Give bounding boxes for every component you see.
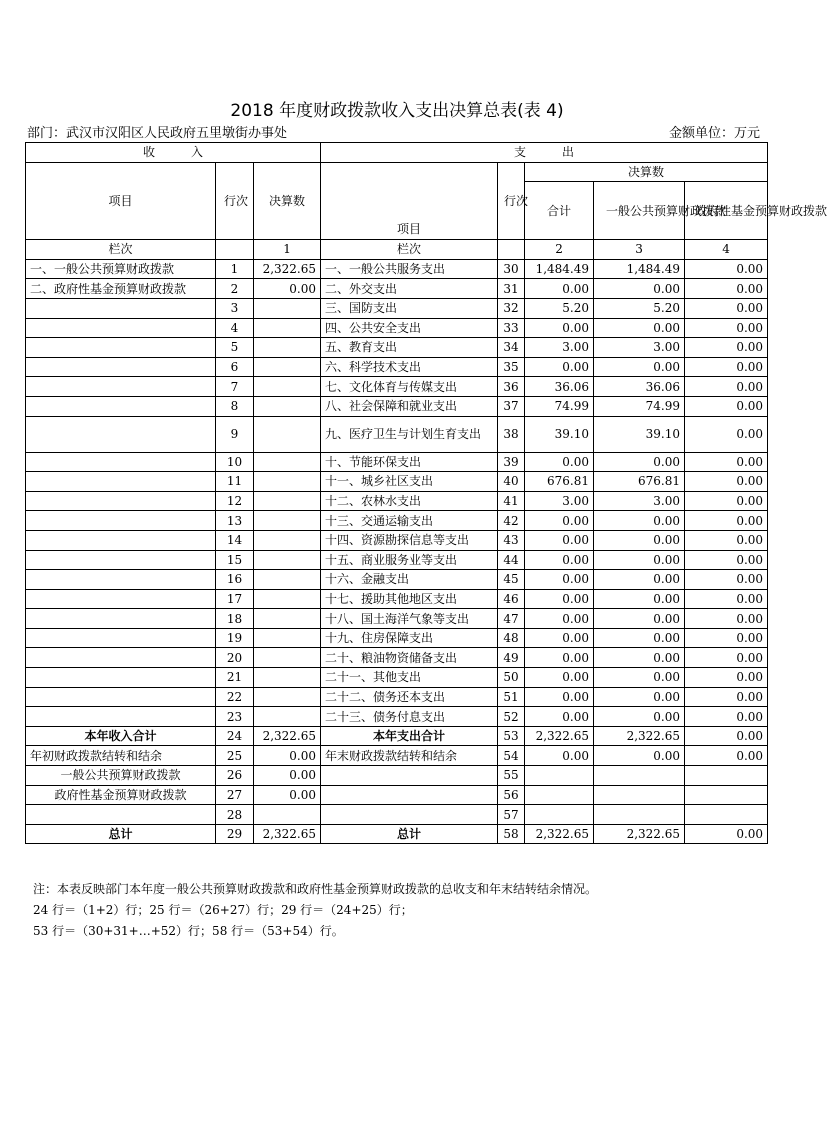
expense-item: 年末财政拨款结转和结余 bbox=[321, 746, 498, 766]
income-row-no: 10 bbox=[216, 452, 254, 472]
expense-row-no: 38 bbox=[498, 416, 525, 452]
general-budget-amount: 2,322.65 bbox=[594, 824, 685, 844]
expense-item: 二十一、其他支出 bbox=[321, 668, 498, 688]
general-budget-amount bbox=[594, 805, 685, 825]
table-row bbox=[26, 377, 768, 397]
expense-item: 十八、国土海洋气象等支出 bbox=[321, 609, 498, 629]
total-amount: 0.00 bbox=[525, 318, 594, 338]
general-budget-amount: 5.20 bbox=[594, 298, 685, 318]
expense-row-no-header: 行次 bbox=[498, 162, 525, 240]
income-item bbox=[26, 318, 216, 338]
income-row-no: 14 bbox=[216, 530, 254, 550]
expense-row-no: 49 bbox=[498, 648, 525, 668]
income-row-no: 8 bbox=[216, 396, 254, 416]
gov-fund-amount bbox=[685, 805, 768, 825]
table-row bbox=[26, 511, 768, 531]
general-budget-amount bbox=[594, 766, 685, 786]
table-row bbox=[26, 785, 768, 805]
total-amount: 2,322.65 bbox=[525, 726, 594, 746]
income-column-label: 栏次 bbox=[26, 240, 216, 260]
income-item: 政府性基金预算财政拨款 bbox=[26, 785, 216, 805]
table-row bbox=[26, 396, 768, 416]
col4-number: 4 bbox=[685, 240, 768, 260]
income-row-no: 4 bbox=[216, 318, 254, 338]
income-amount bbox=[254, 687, 321, 707]
table-row bbox=[26, 687, 768, 707]
table-row bbox=[26, 805, 768, 825]
gov-fund-amount: 0.00 bbox=[685, 648, 768, 668]
income-amount bbox=[254, 609, 321, 629]
table-row bbox=[26, 766, 768, 786]
income-row-no: 20 bbox=[216, 648, 254, 668]
income-amount bbox=[254, 472, 321, 492]
income-row-no: 19 bbox=[216, 628, 254, 648]
total-amount: 0.00 bbox=[525, 357, 594, 377]
general-budget-amount: 0.00 bbox=[594, 550, 685, 570]
expense-item: 十、节能环保支出 bbox=[321, 452, 498, 472]
income-item bbox=[26, 668, 216, 688]
expense-row-no: 32 bbox=[498, 298, 525, 318]
gov-fund-amount: 0.00 bbox=[685, 491, 768, 511]
total-amount: 0.00 bbox=[525, 648, 594, 668]
income-item bbox=[26, 707, 216, 727]
expense-item: 十二、农林水支出 bbox=[321, 491, 498, 511]
total-header: 合计 bbox=[525, 182, 594, 240]
expense-item bbox=[321, 766, 498, 786]
total-amount bbox=[525, 766, 594, 786]
expense-row-no: 31 bbox=[498, 279, 525, 299]
expense-row-no: 48 bbox=[498, 628, 525, 648]
income-row-no: 17 bbox=[216, 589, 254, 609]
total-amount: 0.00 bbox=[525, 452, 594, 472]
gov-fund-amount: 0.00 bbox=[685, 530, 768, 550]
table-row bbox=[26, 648, 768, 668]
income-row-no: 15 bbox=[216, 550, 254, 570]
income-row-no: 29 bbox=[216, 824, 254, 844]
income-amount bbox=[254, 357, 321, 377]
general-budget-header: 一般公共预算财政拨款 bbox=[594, 182, 685, 240]
income-row-no: 6 bbox=[216, 357, 254, 377]
total-amount: 0.00 bbox=[525, 511, 594, 531]
income-row-no: 9 bbox=[216, 416, 254, 452]
income-row-no: 21 bbox=[216, 668, 254, 688]
table-row bbox=[26, 279, 768, 299]
income-item bbox=[26, 472, 216, 492]
income-amount bbox=[254, 511, 321, 531]
income-section-header: 收 入 bbox=[26, 143, 321, 163]
total-amount: 0.00 bbox=[525, 589, 594, 609]
page-title: 2018 年度财政拨款收入支出决算总表(表 4) bbox=[230, 101, 564, 121]
expense-item: 四、公共安全支出 bbox=[321, 318, 498, 338]
income-row-no: 13 bbox=[216, 511, 254, 531]
col2-number: 2 bbox=[525, 240, 594, 260]
table-row bbox=[26, 338, 768, 358]
final-amount-group-header: 决算数 bbox=[525, 162, 768, 182]
income-row-no: 23 bbox=[216, 707, 254, 727]
gov-fund-amount: 0.00 bbox=[685, 511, 768, 531]
expense-row-no: 35 bbox=[498, 357, 525, 377]
table-row bbox=[26, 726, 768, 746]
col3-number: 3 bbox=[594, 240, 685, 260]
income-item: 年初财政拨款结转和结余 bbox=[26, 746, 216, 766]
general-budget-amount: 0.00 bbox=[594, 668, 685, 688]
expense-item: 十九、住房保障支出 bbox=[321, 628, 498, 648]
income-item: 二、政府性基金预算财政拨款 bbox=[26, 279, 216, 299]
income-item: 本年收入合计 bbox=[26, 726, 216, 746]
header-row-sections bbox=[26, 143, 768, 163]
expense-item: 九、医疗卫生与计划生育支出 bbox=[321, 416, 498, 452]
general-budget-amount: 0.00 bbox=[594, 609, 685, 629]
expense-item: 二十、粮油物资储备支出 bbox=[321, 648, 498, 668]
total-amount: 0.00 bbox=[525, 570, 594, 590]
income-item bbox=[26, 511, 216, 531]
expense-row-no: 51 bbox=[498, 687, 525, 707]
budget-table bbox=[25, 142, 827, 844]
expense-item: 二、外交支出 bbox=[321, 279, 498, 299]
income-amount bbox=[254, 589, 321, 609]
table-row bbox=[26, 824, 768, 844]
income-item bbox=[26, 648, 216, 668]
general-budget-amount: 74.99 bbox=[594, 396, 685, 416]
expense-row-no: 34 bbox=[498, 338, 525, 358]
general-budget-amount: 0.00 bbox=[594, 318, 685, 338]
income-amount: 2,322.65 bbox=[254, 259, 321, 279]
expense-column-label: 栏次 bbox=[321, 240, 498, 260]
unit-label: 金额单位：万元 bbox=[668, 126, 760, 141]
gov-fund-amount: 0.00 bbox=[685, 298, 768, 318]
gov-fund-amount: 0.00 bbox=[685, 824, 768, 844]
income-amount: 0.00 bbox=[254, 766, 321, 786]
blank-cell bbox=[498, 240, 525, 260]
gov-fund-amount: 0.00 bbox=[685, 746, 768, 766]
expense-row-no: 47 bbox=[498, 609, 525, 629]
income-row-no: 26 bbox=[216, 766, 254, 786]
table-row bbox=[26, 259, 768, 279]
income-amount bbox=[254, 491, 321, 511]
table-row bbox=[26, 589, 768, 609]
expense-row-no: 53 bbox=[498, 726, 525, 746]
income-amount bbox=[254, 318, 321, 338]
income-amount bbox=[254, 668, 321, 688]
expense-row-no: 33 bbox=[498, 318, 525, 338]
income-item bbox=[26, 396, 216, 416]
general-budget-amount: 0.00 bbox=[594, 648, 685, 668]
general-budget-amount: 0.00 bbox=[594, 707, 685, 727]
income-item bbox=[26, 805, 216, 825]
expense-row-no: 57 bbox=[498, 805, 525, 825]
total-amount: 3.00 bbox=[525, 338, 594, 358]
expense-row-no: 54 bbox=[498, 746, 525, 766]
gov-fund-header: 政府性基金预算财政拨款 bbox=[685, 182, 768, 240]
expense-section-header: 支 出 bbox=[321, 143, 768, 163]
income-row-no: 18 bbox=[216, 609, 254, 629]
gov-fund-amount: 0.00 bbox=[685, 550, 768, 570]
gov-fund-amount: 0.00 bbox=[685, 259, 768, 279]
gov-fund-amount: 0.00 bbox=[685, 472, 768, 492]
gov-fund-amount: 0.00 bbox=[685, 279, 768, 299]
income-amount: 0.00 bbox=[254, 279, 321, 299]
gov-fund-amount: 0.00 bbox=[685, 396, 768, 416]
general-budget-amount: 0.00 bbox=[594, 746, 685, 766]
income-amount: 2,322.65 bbox=[254, 726, 321, 746]
general-budget-amount: 3.00 bbox=[594, 491, 685, 511]
income-amount bbox=[254, 338, 321, 358]
gov-fund-amount: 0.00 bbox=[685, 377, 768, 397]
total-amount: 74.99 bbox=[525, 396, 594, 416]
expense-row-no: 37 bbox=[498, 396, 525, 416]
income-item bbox=[26, 589, 216, 609]
income-item: 总计 bbox=[26, 824, 216, 844]
total-amount bbox=[525, 785, 594, 805]
expense-item: 十六、金融支出 bbox=[321, 570, 498, 590]
expense-item: 六、科学技术支出 bbox=[321, 357, 498, 377]
income-amount bbox=[254, 377, 321, 397]
general-budget-amount: 1,484.49 bbox=[594, 259, 685, 279]
gov-fund-amount: 0.00 bbox=[685, 707, 768, 727]
gov-fund-amount: 0.00 bbox=[685, 628, 768, 648]
income-item-header: 项目 bbox=[26, 162, 216, 240]
gov-fund-amount: 0.00 bbox=[685, 687, 768, 707]
general-budget-amount: 0.00 bbox=[594, 628, 685, 648]
general-budget-amount: 0.00 bbox=[594, 687, 685, 707]
income-row-no: 24 bbox=[216, 726, 254, 746]
expense-row-no: 44 bbox=[498, 550, 525, 570]
total-amount: 1,484.49 bbox=[525, 259, 594, 279]
income-row-no: 5 bbox=[216, 338, 254, 358]
table-row bbox=[26, 452, 768, 472]
income-item bbox=[26, 628, 216, 648]
income-row-no: 2 bbox=[216, 279, 254, 299]
expense-item bbox=[321, 805, 498, 825]
expense-item bbox=[321, 785, 498, 805]
income-amount bbox=[254, 550, 321, 570]
expense-item: 二十二、债务还本支出 bbox=[321, 687, 498, 707]
total-amount: 0.00 bbox=[525, 550, 594, 570]
general-budget-amount: 2,322.65 bbox=[594, 726, 685, 746]
table-row bbox=[26, 298, 768, 318]
income-item: 一般公共预算财政拨款 bbox=[26, 766, 216, 786]
income-row-no: 22 bbox=[216, 687, 254, 707]
total-amount: 0.00 bbox=[525, 687, 594, 707]
expense-row-no: 46 bbox=[498, 589, 525, 609]
total-amount: 36.06 bbox=[525, 377, 594, 397]
gov-fund-amount: 0.00 bbox=[685, 357, 768, 377]
total-amount: 0.00 bbox=[525, 668, 594, 688]
income-item bbox=[26, 416, 216, 452]
note-line: 注：本表反映部门本年度一般公共预算财政拨款和政府性基金预算财政拨款的总收支和年末结转结余情况。 bbox=[33, 882, 598, 896]
income-row-no-header: 行次 bbox=[216, 162, 254, 240]
col1-number: 1 bbox=[254, 240, 321, 260]
general-budget-amount: 0.00 bbox=[594, 589, 685, 609]
gov-fund-amount bbox=[685, 785, 768, 805]
expense-row-no: 56 bbox=[498, 785, 525, 805]
total-amount bbox=[525, 805, 594, 825]
income-row-no: 3 bbox=[216, 298, 254, 318]
table-row bbox=[26, 416, 768, 452]
total-amount: 39.10 bbox=[525, 416, 594, 452]
income-amount bbox=[254, 570, 321, 590]
table-row bbox=[26, 530, 768, 550]
gov-fund-amount: 0.00 bbox=[685, 570, 768, 590]
income-row-no: 7 bbox=[216, 377, 254, 397]
note-line: 24 行＝（1+2）行；25 行＝（26+27）行；29 行＝（24+25）行； bbox=[33, 903, 413, 917]
notes bbox=[33, 879, 597, 942]
income-row-no: 25 bbox=[216, 746, 254, 766]
gov-fund-amount: 0.00 bbox=[685, 338, 768, 358]
table-row bbox=[26, 550, 768, 570]
total-amount: 0.00 bbox=[525, 530, 594, 550]
income-amount bbox=[254, 530, 321, 550]
expense-row-no: 55 bbox=[498, 766, 525, 786]
expense-row-no: 40 bbox=[498, 472, 525, 492]
income-item bbox=[26, 452, 216, 472]
expense-item: 十一、城乡社区支出 bbox=[321, 472, 498, 492]
total-amount: 5.20 bbox=[525, 298, 594, 318]
total-amount: 0.00 bbox=[525, 609, 594, 629]
table-row bbox=[26, 609, 768, 629]
expense-row-no: 52 bbox=[498, 707, 525, 727]
general-budget-amount: 0.00 bbox=[594, 279, 685, 299]
income-row-no: 12 bbox=[216, 491, 254, 511]
expense-row-no: 45 bbox=[498, 570, 525, 590]
gov-fund-amount: 0.00 bbox=[685, 726, 768, 746]
gov-fund-amount: 0.00 bbox=[685, 452, 768, 472]
general-budget-amount: 0.00 bbox=[594, 452, 685, 472]
income-item bbox=[26, 298, 216, 318]
expense-item: 七、文化体育与传媒支出 bbox=[321, 377, 498, 397]
general-budget-amount: 0.00 bbox=[594, 357, 685, 377]
income-row-no: 11 bbox=[216, 472, 254, 492]
income-amount: 2,322.65 bbox=[254, 824, 321, 844]
table-row bbox=[26, 628, 768, 648]
expense-item: 十五、商业服务业等支出 bbox=[321, 550, 498, 570]
expense-row-no: 50 bbox=[498, 668, 525, 688]
general-budget-amount: 0.00 bbox=[594, 530, 685, 550]
total-amount: 676.81 bbox=[525, 472, 594, 492]
expense-item-header: 项目 bbox=[321, 162, 498, 240]
total-amount: 3.00 bbox=[525, 491, 594, 511]
general-budget-amount: 3.00 bbox=[594, 338, 685, 358]
income-item bbox=[26, 338, 216, 358]
expense-item: 十七、援助其他地区支出 bbox=[321, 589, 498, 609]
income-amount bbox=[254, 648, 321, 668]
expense-row-no: 39 bbox=[498, 452, 525, 472]
expense-row-no: 42 bbox=[498, 511, 525, 531]
general-budget-amount bbox=[594, 785, 685, 805]
expense-row-no: 43 bbox=[498, 530, 525, 550]
total-amount: 2,322.65 bbox=[525, 824, 594, 844]
total-amount: 0.00 bbox=[525, 628, 594, 648]
department-label: 部门：武汉市汉阳区人民政府五里墩街办事处 bbox=[27, 126, 288, 141]
income-amount bbox=[254, 805, 321, 825]
general-budget-amount: 36.06 bbox=[594, 377, 685, 397]
income-item bbox=[26, 550, 216, 570]
expense-row-no: 36 bbox=[498, 377, 525, 397]
expense-item: 总计 bbox=[321, 824, 498, 844]
blank-cell bbox=[216, 240, 254, 260]
expense-item: 五、教育支出 bbox=[321, 338, 498, 358]
table-row bbox=[26, 746, 768, 766]
expense-item: 一、一般公共服务支出 bbox=[321, 259, 498, 279]
general-budget-amount: 0.00 bbox=[594, 511, 685, 531]
income-amount-header: 决算数 bbox=[254, 162, 321, 240]
income-amount: 0.00 bbox=[254, 746, 321, 766]
gov-fund-amount: 0.00 bbox=[685, 668, 768, 688]
expense-row-no: 41 bbox=[498, 491, 525, 511]
total-amount: 0.00 bbox=[525, 279, 594, 299]
income-amount bbox=[254, 628, 321, 648]
general-budget-amount: 39.10 bbox=[594, 416, 685, 452]
income-item bbox=[26, 357, 216, 377]
table-row bbox=[26, 707, 768, 727]
expense-item: 三、国防支出 bbox=[321, 298, 498, 318]
expense-item: 十三、交通运输支出 bbox=[321, 511, 498, 531]
income-item bbox=[26, 609, 216, 629]
income-item bbox=[26, 377, 216, 397]
general-budget-amount: 0.00 bbox=[594, 570, 685, 590]
income-row-no: 16 bbox=[216, 570, 254, 590]
gov-fund-amount: 0.00 bbox=[685, 609, 768, 629]
header-row-1 bbox=[26, 162, 768, 182]
expense-item: 八、社会保障和就业支出 bbox=[321, 396, 498, 416]
income-item: 一、一般公共预算财政拨款 bbox=[26, 259, 216, 279]
table-row bbox=[26, 491, 768, 511]
income-row-no: 28 bbox=[216, 805, 254, 825]
gov-fund-amount bbox=[685, 766, 768, 786]
table-row bbox=[26, 357, 768, 377]
column-number-row bbox=[26, 240, 768, 260]
table-row bbox=[26, 668, 768, 688]
expense-item: 二十三、债务付息支出 bbox=[321, 707, 498, 727]
income-row-no: 27 bbox=[216, 785, 254, 805]
gov-fund-amount: 0.00 bbox=[685, 318, 768, 338]
general-budget-amount: 676.81 bbox=[594, 472, 685, 492]
table-row bbox=[26, 570, 768, 590]
total-amount: 0.00 bbox=[525, 707, 594, 727]
total-amount: 0.00 bbox=[525, 746, 594, 766]
income-amount bbox=[254, 452, 321, 472]
expense-item: 本年支出合计 bbox=[321, 726, 498, 746]
income-item bbox=[26, 530, 216, 550]
table-row bbox=[26, 318, 768, 338]
note-line: 53 行＝（30+31+…+52）行；58 行＝（53+54）行。 bbox=[33, 924, 344, 938]
income-amount bbox=[254, 396, 321, 416]
income-item bbox=[26, 570, 216, 590]
income-item bbox=[26, 687, 216, 707]
gov-fund-amount: 0.00 bbox=[685, 589, 768, 609]
table-row bbox=[26, 472, 768, 492]
expense-row-no: 30 bbox=[498, 259, 525, 279]
gov-fund-amount: 0.00 bbox=[685, 416, 768, 452]
income-amount bbox=[254, 416, 321, 452]
expense-item: 十四、资源勘探信息等支出 bbox=[321, 530, 498, 550]
income-amount bbox=[254, 707, 321, 727]
income-amount: 0.00 bbox=[254, 785, 321, 805]
income-row-no: 1 bbox=[216, 259, 254, 279]
income-amount bbox=[254, 298, 321, 318]
expense-row-no: 58 bbox=[498, 824, 525, 844]
income-item bbox=[26, 491, 216, 511]
